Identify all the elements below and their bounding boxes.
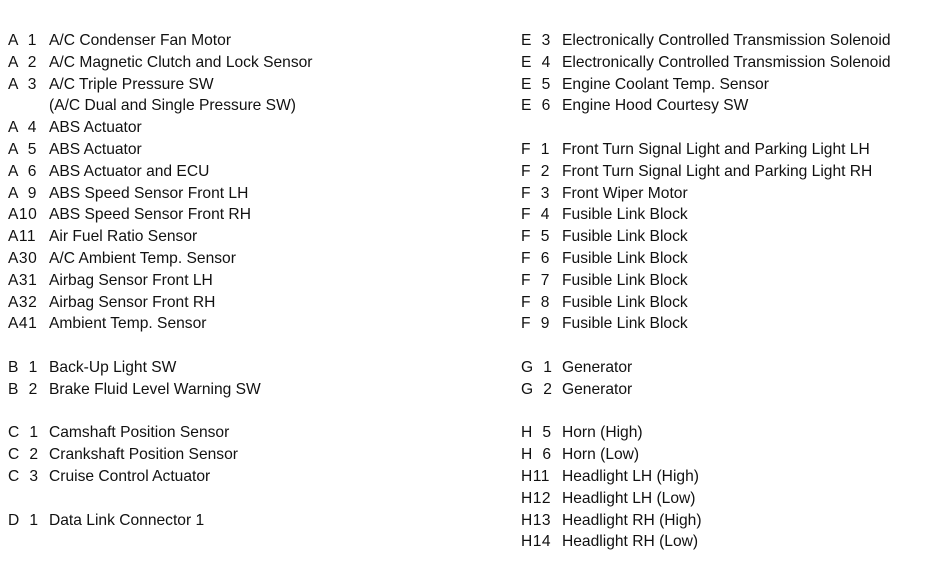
connector-row bbox=[521, 488, 926, 510]
right-column bbox=[521, 30, 926, 575]
connector-code: A 1 bbox=[8, 32, 37, 49]
connector-row bbox=[8, 466, 488, 488]
connector-row bbox=[8, 183, 488, 205]
connector-name: Fusible Link Block bbox=[562, 249, 688, 267]
connector-name: ABS Actuator and ECU bbox=[49, 162, 210, 180]
connector-code: B 1 bbox=[8, 358, 38, 376]
connector-name: Electronically Controlled Transmission Solenoid bbox=[562, 53, 891, 71]
connector-name: A/C Ambient Temp. Sensor bbox=[49, 249, 236, 267]
connector-name: Cruise Control Actuator bbox=[49, 467, 211, 485]
connector-code: H14 bbox=[521, 533, 552, 551]
connector-code: H 6 bbox=[521, 446, 552, 464]
connector-code: E 5 bbox=[521, 75, 551, 93]
connector-row bbox=[521, 139, 926, 161]
connector-row bbox=[521, 30, 926, 52]
connector-code: E 6 bbox=[521, 97, 551, 115]
connector-row bbox=[521, 422, 926, 444]
connector-code: H12 bbox=[521, 489, 552, 507]
connector-row bbox=[521, 510, 926, 532]
connector-name: Headlight LH (High) bbox=[562, 467, 699, 485]
connector-name: Front Turn Signal Light and Parking Light RH bbox=[562, 162, 873, 180]
connector-row bbox=[8, 52, 488, 74]
connector-code: A 4 bbox=[8, 119, 37, 137]
connector-group bbox=[8, 357, 488, 401]
connector-name: Air Fuel Ratio Sensor bbox=[49, 228, 198, 246]
connector-row bbox=[521, 379, 926, 401]
connector-code: A31 bbox=[8, 271, 38, 289]
connector-group bbox=[521, 30, 926, 117]
connector-name: Front Wiper Motor bbox=[562, 184, 688, 202]
connector-code: A 3 bbox=[8, 75, 37, 93]
connector-name: Engine Coolant Temp. Sensor bbox=[562, 75, 769, 93]
connector-row bbox=[8, 30, 488, 52]
connector-name: Headlight RH (High) bbox=[562, 511, 702, 529]
connector-row bbox=[8, 95, 488, 117]
connector-name: Airbag Sensor Front RH bbox=[49, 293, 216, 311]
connector-name: Generator bbox=[562, 358, 633, 376]
connector-name: ABS Speed Sensor Front LH bbox=[49, 184, 249, 202]
connector-row bbox=[8, 226, 488, 248]
connector-row bbox=[8, 74, 488, 96]
connector-code: G 2 bbox=[521, 380, 553, 398]
connector-group bbox=[521, 422, 926, 553]
connector-name: Fusible Link Block bbox=[562, 315, 688, 333]
connector-code: C 2 bbox=[8, 446, 39, 464]
connector-code: E 3 bbox=[521, 32, 551, 49]
connector-name: Engine Hood Courtesy SW bbox=[562, 97, 749, 115]
connector-row bbox=[521, 204, 926, 226]
connector-row bbox=[521, 292, 926, 314]
connector-name: Fusible Link Block bbox=[562, 271, 688, 289]
connector-code: A 5 bbox=[8, 140, 37, 158]
connector-name: ABS Speed Sensor Front RH bbox=[49, 206, 251, 224]
connector-name: Ambient Temp. Sensor bbox=[49, 315, 207, 333]
connector-name: Fusible Link Block bbox=[562, 206, 688, 224]
connector-code: A10 bbox=[8, 206, 38, 224]
connector-row bbox=[521, 183, 926, 205]
connector-row bbox=[8, 139, 488, 161]
connector-row bbox=[521, 270, 926, 292]
connector-code: F 4 bbox=[521, 206, 550, 224]
connector-name: Airbag Sensor Front LH bbox=[49, 271, 213, 289]
connector-code: H13 bbox=[521, 511, 552, 529]
connector-name: ABS Actuator bbox=[49, 140, 142, 158]
connector-group bbox=[521, 139, 926, 335]
connector-code: F 3 bbox=[521, 184, 550, 202]
connector-row bbox=[521, 74, 926, 96]
connector-code: D 1 bbox=[8, 511, 39, 529]
connector-row bbox=[8, 379, 488, 401]
connector-code: A11 bbox=[8, 228, 37, 246]
connector-name: ABS Actuator bbox=[49, 119, 142, 137]
connector-row bbox=[521, 161, 926, 183]
connector-name: Camshaft Position Sensor bbox=[49, 424, 230, 442]
connector-code: F 9 bbox=[521, 315, 550, 333]
connector-row bbox=[8, 422, 488, 444]
connector-row bbox=[8, 204, 488, 226]
connector-name: Data Link Connector 1 bbox=[49, 511, 205, 529]
connector-row bbox=[521, 248, 926, 270]
connector-row bbox=[521, 95, 926, 117]
connector-code: C 3 bbox=[8, 467, 39, 485]
connector-row bbox=[8, 117, 488, 139]
connector-code: F 7 bbox=[521, 271, 550, 289]
connector-row bbox=[521, 531, 926, 553]
connector-code bbox=[8, 95, 49, 117]
connector-name: Generator bbox=[562, 380, 633, 398]
connector-code: C 1 bbox=[8, 424, 39, 442]
connector-code: A41 bbox=[8, 315, 38, 333]
connector-name: Headlight LH (Low) bbox=[562, 489, 696, 507]
connector-code: A 2 bbox=[8, 53, 37, 71]
connector-code: F 6 bbox=[521, 249, 550, 267]
connector-row bbox=[8, 270, 488, 292]
connector-code: A 9 bbox=[8, 184, 37, 202]
connector-row bbox=[8, 292, 488, 314]
connector-name: Electronically Controlled Transmission Solenoid bbox=[562, 32, 891, 49]
connector-code: H11 bbox=[521, 467, 550, 485]
connector-code: E 4 bbox=[521, 53, 551, 71]
connector-row bbox=[521, 313, 926, 335]
connector-row bbox=[521, 444, 926, 466]
connector-code: F 2 bbox=[521, 162, 550, 180]
connector-name: Front Turn Signal Light and Parking Light LH bbox=[562, 140, 870, 158]
connector-name: A/C Condenser Fan Motor bbox=[49, 32, 232, 49]
connector-group bbox=[521, 357, 926, 401]
connector-row bbox=[8, 357, 488, 379]
connector-row bbox=[8, 161, 488, 183]
connector-name: Horn (High) bbox=[562, 424, 643, 442]
connector-group bbox=[8, 422, 488, 487]
connector-code: G 1 bbox=[521, 358, 553, 376]
connector-code: F 8 bbox=[521, 293, 550, 311]
connector-group bbox=[8, 510, 488, 532]
connector-code: A 6 bbox=[8, 162, 37, 180]
connector-row bbox=[521, 226, 926, 248]
connector-name: Back-Up Light SW bbox=[49, 358, 177, 376]
connector-name: Crankshaft Position Sensor bbox=[49, 446, 238, 464]
connector-name: Fusible Link Block bbox=[562, 293, 688, 311]
connector-name: A/C Magnetic Clutch and Lock Sensor bbox=[49, 53, 313, 71]
connector-row bbox=[521, 466, 926, 488]
connector-group bbox=[8, 30, 488, 335]
connector-name: (A/C Dual and Single Pressure SW) bbox=[49, 97, 296, 115]
connector-code: F 5 bbox=[521, 228, 550, 246]
connector-code: A32 bbox=[8, 293, 38, 311]
connector-row bbox=[521, 357, 926, 379]
connector-code: F 1 bbox=[521, 140, 550, 158]
connector-row bbox=[8, 313, 488, 335]
connector-name: Headlight RH (Low) bbox=[562, 533, 699, 551]
connector-code: H 5 bbox=[521, 424, 552, 442]
connector-name: A/C Triple Pressure SW bbox=[49, 75, 214, 93]
connector-code: B 2 bbox=[8, 380, 38, 398]
connector-name: Horn (Low) bbox=[562, 446, 640, 464]
connector-row bbox=[8, 444, 488, 466]
connector-row bbox=[8, 510, 488, 532]
connector-code: A30 bbox=[8, 249, 38, 267]
connector-row bbox=[521, 52, 926, 74]
connector-name: Brake Fluid Level Warning SW bbox=[49, 380, 261, 398]
connector-name: Fusible Link Block bbox=[562, 228, 688, 246]
connector-row bbox=[8, 248, 488, 270]
left-column bbox=[8, 30, 488, 553]
